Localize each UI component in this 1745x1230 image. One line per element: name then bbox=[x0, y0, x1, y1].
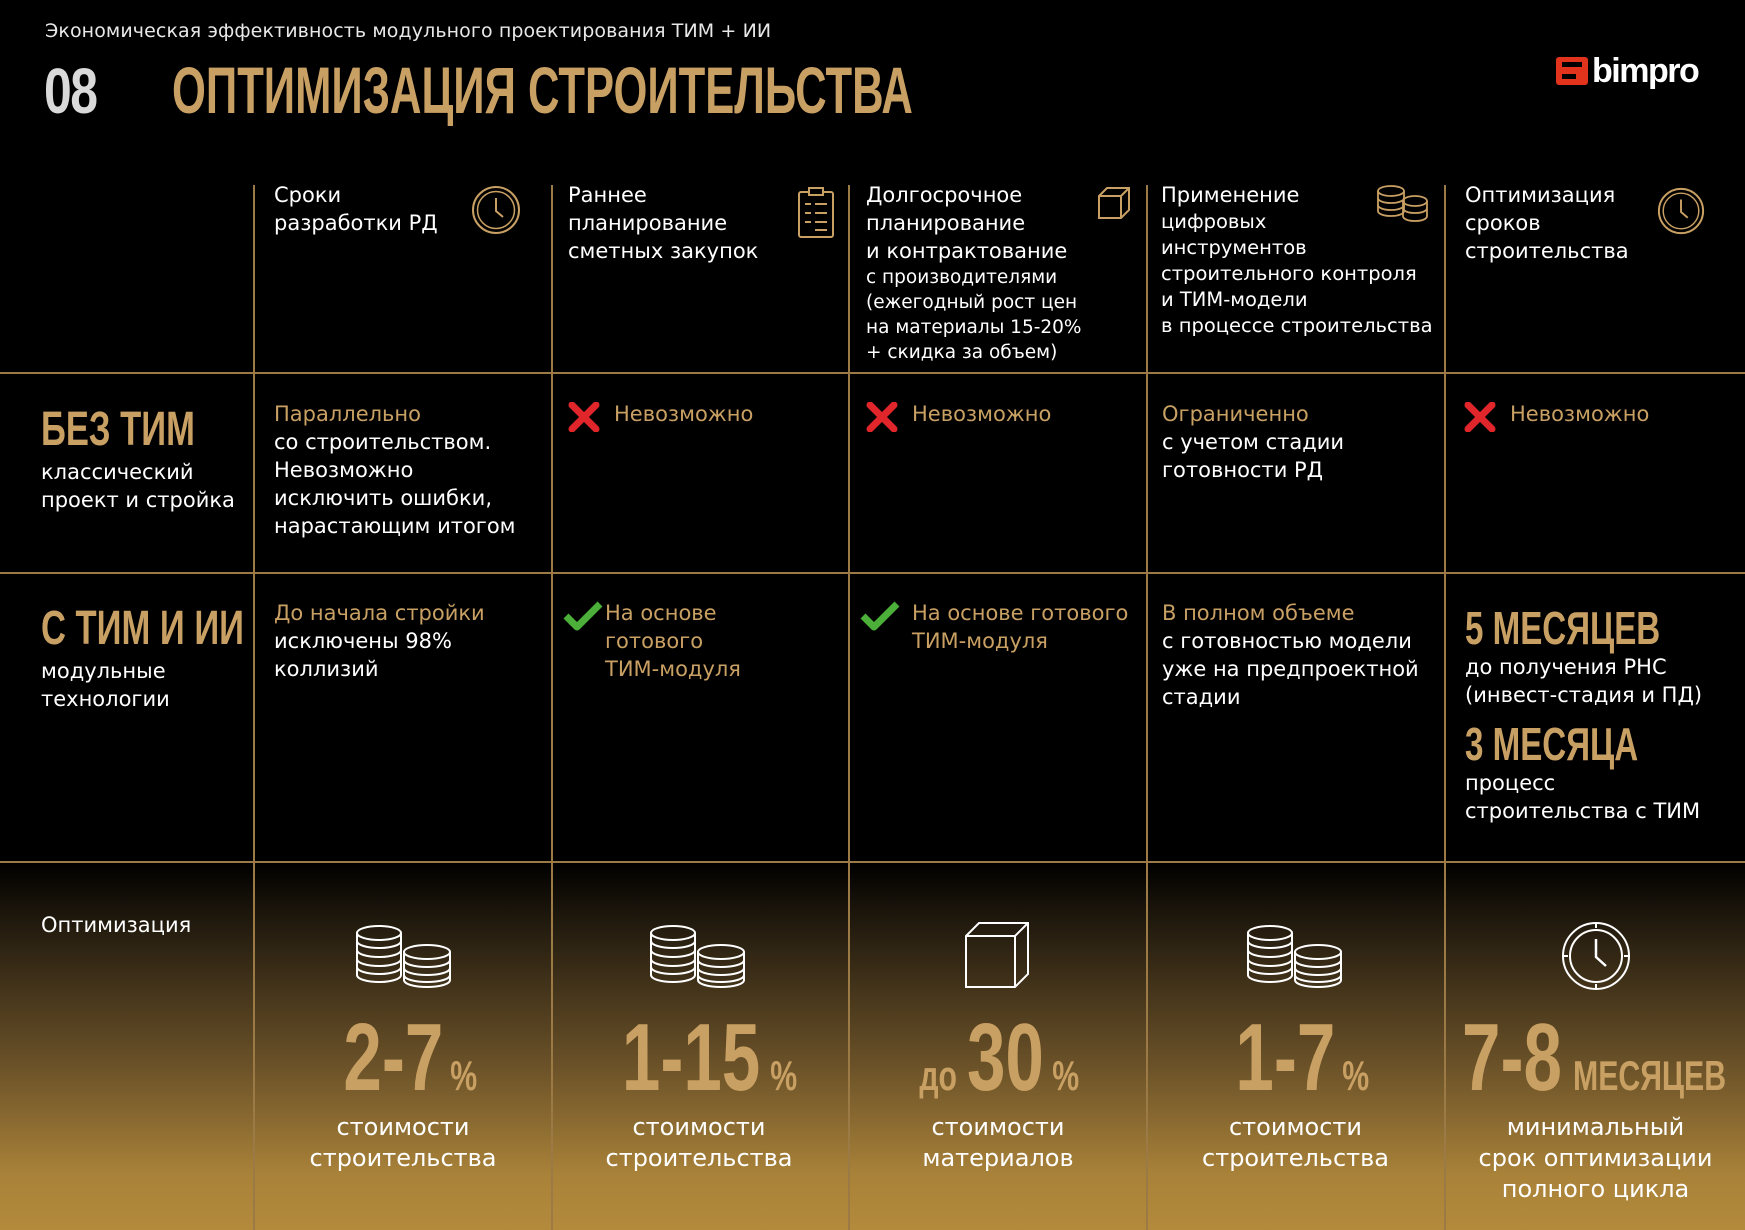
column-header-text: Сроки разработки РД bbox=[274, 183, 438, 235]
cell-without-control: Ограниченно с учетом стадии готовности РД bbox=[1162, 402, 1345, 482]
column-header-text: Раннее планирование сметных закупок bbox=[568, 183, 759, 263]
stat-value: 7-8 bbox=[1462, 1004, 1562, 1111]
coins-icon bbox=[1375, 184, 1431, 224]
box-icon bbox=[963, 920, 1031, 990]
cell-without-procurement: Невозможно bbox=[568, 400, 753, 432]
coins-icon bbox=[354, 924, 454, 990]
clock-icon bbox=[1560, 920, 1632, 992]
column-header-subtext: цифровых инструментов строительного контроля и ТИМ-модели в процессе строительства bbox=[1161, 210, 1433, 337]
stat-unit: % bbox=[770, 1052, 798, 1099]
cell-without-timing: Невозможно bbox=[1464, 400, 1649, 432]
timing-highlight: 5 МЕСЯЦЕВ bbox=[1465, 602, 1661, 654]
cross-icon bbox=[866, 402, 900, 432]
cross-icon bbox=[568, 402, 602, 432]
cell-with-timing: 5 МЕСЯЦЕВ до получения РНС (инвест-стадия и ПД) 3 МЕСЯЦА процесс строительства с ТИМ bbox=[1465, 602, 1703, 823]
column-header-text: Применение bbox=[1161, 183, 1300, 207]
cross-icon bbox=[1464, 402, 1498, 432]
stat-unit: % bbox=[1342, 1052, 1370, 1099]
column-header-text: Оптимизация сроков строительства bbox=[1465, 183, 1629, 263]
check-icon bbox=[860, 601, 912, 631]
optimization-label: Оптимизация bbox=[41, 913, 192, 937]
column-header-contracting bbox=[866, 181, 1136, 365]
row-label-subtitle: классический проект и стройка bbox=[41, 460, 235, 512]
grid-divider bbox=[0, 572, 1745, 574]
stat-unit: % bbox=[449, 1052, 477, 1099]
column-header-procurement bbox=[568, 181, 798, 265]
clock-icon bbox=[470, 184, 522, 236]
grid-divider bbox=[0, 372, 1745, 374]
cell-without-rd: Параллельно со строительством. Невозможно исключить ошибки, нарастающим итогом bbox=[274, 402, 516, 538]
clipboard-icon bbox=[797, 187, 835, 239]
stat-construction-cost-procurement: 1-15 % стоимости строительства bbox=[605, 1004, 798, 1172]
box-icon bbox=[1097, 186, 1131, 220]
row-label-subtitle: модульные технологии bbox=[41, 659, 170, 711]
row-label-title: С ТИМ И ИИ bbox=[41, 602, 245, 655]
coins-icon bbox=[1245, 924, 1345, 990]
stat-unit: % bbox=[1052, 1052, 1080, 1099]
stat-min-optimization-term: 7-8 МЕСЯЦЕВ минимальный срок оптимизации полного цикла bbox=[1462, 1004, 1726, 1203]
coins-icon bbox=[648, 924, 748, 990]
bimpro-logo-text: bimpro bbox=[1592, 52, 1699, 90]
section-number: 08 bbox=[44, 55, 97, 127]
grid-divider bbox=[0, 861, 1745, 863]
stat-value: 1-7 bbox=[1235, 1004, 1336, 1111]
stat-value: 30 bbox=[967, 1004, 1044, 1111]
clock-icon bbox=[1656, 186, 1706, 236]
grid-divider bbox=[1444, 185, 1446, 1230]
column-header-text: Долгосрочное планирование и контрактование bbox=[866, 183, 1068, 263]
section-title: ОПТИМИЗАЦИЯ СТРОИТЕЛЬСТВА bbox=[172, 53, 913, 127]
bimpro-logo bbox=[1556, 54, 1698, 88]
cell-without-contracting: Невозможно bbox=[866, 400, 1051, 432]
row-label-without-bim bbox=[41, 403, 255, 514]
page-subtitle: Экономическая эффективность модульного проектирования ТИМ + ИИ bbox=[45, 20, 772, 42]
cell-with-control: В полном объеме с готовностью модели уже на предпроектной стадии bbox=[1162, 601, 1419, 709]
cell-with-procurement: На основе готового ТИМ-модуля bbox=[563, 599, 741, 683]
timing-highlight: 3 МЕСЯЦА bbox=[1465, 718, 1639, 770]
column-header-subtext: с производителями (ежегодный рост цен на материалы 15-20% + скидка за объем) bbox=[866, 267, 1082, 363]
stat-value: 2-7 bbox=[343, 1004, 444, 1111]
check-icon bbox=[563, 601, 605, 631]
stat-value: 1-15 bbox=[622, 1004, 761, 1111]
page-title bbox=[44, 52, 1294, 127]
cell-with-rd: До начала стройки исключены 98% коллизий bbox=[274, 601, 485, 681]
stat-unit: МЕСЯЦЕВ bbox=[1572, 1052, 1726, 1099]
stat-construction-cost-control: 1-7 % стоимости строительства bbox=[1202, 1004, 1389, 1172]
stat-prefix: до bbox=[919, 1052, 957, 1099]
cell-with-contracting: На основе готового ТИМ-модуля bbox=[860, 599, 1128, 655]
stat-materials-cost: до 30 % стоимости материалов bbox=[919, 1004, 1080, 1172]
bimpro-logo-mark-icon bbox=[1556, 57, 1588, 85]
row-label-title: БЕЗ ТИМ bbox=[41, 403, 195, 456]
stat-construction-cost-rd: 2-7 % стоимости строительства bbox=[309, 1004, 497, 1172]
